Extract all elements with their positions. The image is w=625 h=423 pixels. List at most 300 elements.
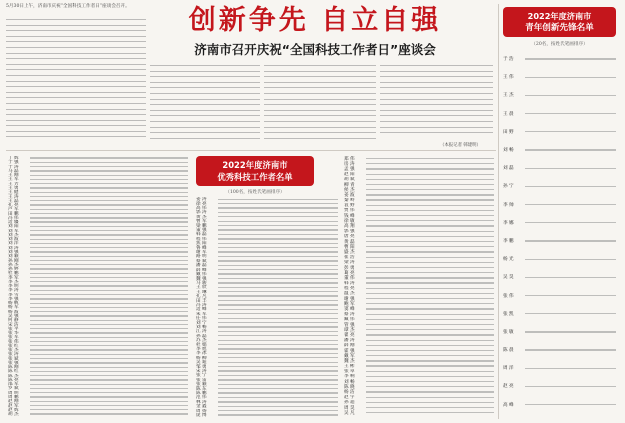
list-item-name: 赵 辉 <box>8 407 19 412</box>
list-item-name: 胡 杰 <box>8 412 19 417</box>
list-item-detail-line <box>218 247 338 248</box>
list-item-name: 姜 涛 <box>196 197 207 202</box>
list-item-name: 刘 宁 <box>196 320 207 325</box>
list-item-name: 薛 刚 <box>344 343 355 348</box>
list-item-name: 赵 亮 <box>503 384 514 390</box>
list-item-name: 姜 波 <box>344 192 355 198</box>
list-item-detail-line <box>218 221 338 222</box>
list-item-detail-line <box>30 217 188 218</box>
list-item-detail-line <box>30 162 188 163</box>
list-item-detail-line <box>525 77 616 78</box>
list-item-detail-line <box>30 307 188 308</box>
list-item-name: 秦 岭 <box>344 198 355 203</box>
list-item-name: 蔡 斌 <box>196 258 207 264</box>
list-item-name: 孙 磊 <box>196 333 207 338</box>
list-item-name: 于 涛 <box>8 164 19 169</box>
list-item-name: 刘 军 <box>8 228 19 233</box>
list-item-name: 鲍 军 <box>344 301 355 307</box>
list-item-name: 李 雪 <box>8 292 19 297</box>
list-item-name: 李 强 <box>8 296 19 302</box>
list-item-name: 曹 军 <box>196 219 207 224</box>
list-item-detail-line <box>218 295 338 296</box>
list-item-detail-line <box>218 414 338 415</box>
list-item-detail-line <box>30 230 188 231</box>
list-item-name: 彭 勇 <box>344 265 355 271</box>
list-item-detail-line <box>525 277 616 278</box>
list-item <box>503 214 616 232</box>
list-item-detail-line <box>30 379 188 380</box>
list-item-name: 谢 军 <box>196 250 207 255</box>
list-item-detail-line <box>366 168 494 169</box>
list-item-detail-line <box>30 200 188 201</box>
list-item-name: 李 帅 <box>503 202 514 208</box>
list-item-name: 张 宁 <box>196 373 207 378</box>
list-item-name: 吴 强 <box>8 313 19 319</box>
list-item-detail-line <box>30 281 188 282</box>
list-item-detail-line <box>30 251 188 252</box>
list-item-detail-line <box>218 309 338 310</box>
list-item-name: 杨 洁 <box>344 390 355 395</box>
list-item-detail-line <box>525 222 616 223</box>
list-item-detail-line <box>366 231 494 232</box>
list-item-name: 王 芳 <box>8 181 19 186</box>
list-item-name: 魏 杰 <box>344 358 355 364</box>
list-item-name: 刘 畅 <box>503 148 514 154</box>
list-item-detail-line <box>366 262 494 263</box>
list-item-detail-line <box>218 229 338 230</box>
list-item-name: 胡 斌 <box>344 177 355 182</box>
list-item-detail-line <box>30 358 188 359</box>
list-item-name: 庞 博 <box>196 413 207 418</box>
list-item-name: 张 雷 <box>196 377 207 383</box>
list-item-name: 张 颖 <box>196 382 207 387</box>
list-item-detail-line <box>30 192 188 193</box>
list-item-name: 张 卓 <box>344 369 355 374</box>
list-item <box>503 323 616 341</box>
list-item <box>503 159 616 177</box>
list-item-detail-line <box>30 371 188 372</box>
list-item-name: 徐 亮 <box>196 201 207 206</box>
list-item-detail-line <box>218 370 338 371</box>
list-item-detail-line <box>366 376 494 377</box>
list-item-name: 孙 超 <box>344 400 355 405</box>
list-item-name: 郑 伟 <box>344 156 355 162</box>
list-item-detail-line <box>218 269 338 270</box>
list-item-name: 杨 柳 <box>196 355 207 361</box>
list-item-detail-line <box>366 282 494 283</box>
list-item-detail-line <box>366 158 494 159</box>
list-item-name: 李 杰 <box>8 279 19 284</box>
list-item-name: 李 鹏 <box>503 238 514 244</box>
list-item-name: 周 洋 <box>503 366 514 372</box>
list-item-name: 于 浩 <box>503 57 514 63</box>
list-item-detail-line <box>30 243 188 244</box>
list-item-name: 刘 强 <box>8 249 19 255</box>
list-item-detail-line <box>218 397 338 398</box>
list-item-detail-line <box>366 340 494 341</box>
list-item-detail-line <box>366 215 494 216</box>
list-item-detail-line <box>218 225 338 226</box>
list-item-detail-line <box>366 277 494 278</box>
list-item-detail-line <box>366 236 494 237</box>
list-item-name: 程 亮 <box>344 286 355 291</box>
list-item-name: 崔 浩 <box>344 255 355 260</box>
list-item-detail-line <box>218 375 338 376</box>
list-item-name: 郭 强 <box>344 229 355 234</box>
list-item-name: 李 涛 <box>8 288 19 293</box>
list-item-detail-line <box>366 184 494 185</box>
list-item-name: 刘 阳 <box>8 224 19 229</box>
list-item-detail-line <box>218 326 338 327</box>
list-item-name: 王 磊 <box>8 198 19 203</box>
list-item-detail-line <box>30 166 188 167</box>
list-item-name: 高 翔 <box>344 224 355 229</box>
list-item-name: 王 刚 <box>8 173 19 178</box>
list-item-name: 马 磊 <box>8 168 19 174</box>
list-item-name: 王 晨 <box>503 111 514 117</box>
list-item-detail-line <box>30 213 188 214</box>
list-item-name: 任 伟 <box>196 316 207 321</box>
list-item-detail-line <box>30 324 188 325</box>
list-item-detail-line <box>218 410 338 411</box>
list-item-name: 蔡 涛 <box>344 312 355 317</box>
list-item-detail-line <box>525 295 616 296</box>
list-item-name: 田 丰 <box>196 298 207 303</box>
list-item-name: 陈 刚 <box>8 365 19 370</box>
list-item-name: 谢 强 <box>344 296 355 302</box>
list-item-detail-line <box>366 288 494 289</box>
youth-list <box>503 50 616 418</box>
list-item <box>503 105 616 123</box>
list-item-name: 吴 迪 <box>196 360 207 365</box>
list-item-name: 韩 磊 <box>196 232 207 237</box>
list-item-detail-line <box>218 335 338 336</box>
list-item-detail-line <box>366 267 494 268</box>
list-item-name: 杨 帆 <box>8 301 19 306</box>
list-item-name: 翟 亮 <box>344 332 355 338</box>
list-item-detail-line <box>218 216 338 217</box>
list-item-detail-line <box>366 329 494 330</box>
list-item-detail-line <box>30 392 188 393</box>
list-item-detail-line <box>30 157 188 158</box>
list-item-detail-line <box>30 260 188 261</box>
list-item-name: 魏 强 <box>196 276 207 281</box>
list-item-detail-line <box>218 199 338 200</box>
list-item-detail-line <box>218 265 338 266</box>
list-item-name: 刘 畅 <box>344 379 355 385</box>
list-item-detail-line <box>30 187 188 188</box>
excellent-list-note: （100名，按姓氏笔画排序） <box>225 190 285 195</box>
list-item-detail-line <box>30 298 188 299</box>
list-item-name: 于 强 <box>8 160 19 165</box>
list-item-detail-line <box>366 210 494 211</box>
list-item-detail-line <box>30 345 188 346</box>
list-item-detail-line <box>30 196 188 197</box>
list-item-detail-line <box>30 277 188 278</box>
list-item-name: 邵 军 <box>8 382 19 387</box>
list-item-detail-line <box>30 367 188 368</box>
list-item-name: 周 昊 <box>344 405 355 411</box>
list-item-name: 赵 阳 <box>344 172 355 177</box>
list-item-name: 苏 杰 <box>196 338 207 343</box>
list-item-detail-line <box>30 273 188 274</box>
list-item-name: 陈 东 <box>196 386 207 391</box>
list-item-detail-line <box>366 324 494 325</box>
list-item-detail-line <box>30 354 188 355</box>
list-item-detail-line <box>30 328 188 329</box>
body-column-1 <box>150 63 260 147</box>
article-dateline: 5月30日上午，济南市庆祝“全国科技工作者日”座谈会召开。 <box>6 4 130 9</box>
list-item-name: 程 伟 <box>196 236 207 242</box>
list-item <box>503 232 616 250</box>
list-item-name: 黄 磊 <box>344 239 355 245</box>
intro-column <box>6 17 146 145</box>
list-item-name: 郭 涛 <box>196 210 207 215</box>
list-item-name: 王 军 <box>8 177 19 182</box>
list-item-name: 杨 光 <box>503 257 514 263</box>
list-item-detail-line <box>30 264 188 265</box>
list-item-detail-line <box>30 332 188 333</box>
list-item-name: 吴 昊 <box>503 275 514 281</box>
list-item-detail-line <box>218 238 338 239</box>
list-item-detail-line <box>525 58 616 59</box>
youth-badge-line2: 青年创新先锋名单 <box>525 23 594 33</box>
list-item-name: 陈 亮 <box>8 377 19 383</box>
list-item-detail-line <box>218 287 338 288</box>
list-item <box>503 396 616 414</box>
list-item-name: 张 杰 <box>8 348 19 353</box>
list-item-detail-line <box>218 282 338 283</box>
list-item-name: 张 涛 <box>8 352 19 357</box>
body-column-3 <box>380 63 493 141</box>
list-item-name: 刘 洋 <box>8 241 19 246</box>
list-item-detail-line <box>525 259 616 260</box>
youth-list-note: （20名，按姓氏笔画排序） <box>531 42 588 47</box>
list-item-detail-line <box>30 341 188 342</box>
list-item-name: 高 伟 <box>196 206 207 211</box>
list-item-name: 张 强 <box>8 360 19 366</box>
list-item <box>503 86 616 104</box>
youth-badge-line1: 2022年度济南市 <box>527 11 592 21</box>
list-item-detail-line <box>366 360 494 361</box>
list-item-name: 李 军 <box>8 275 19 280</box>
list-item-name: 王 欣 <box>196 285 207 290</box>
list-item-detail-line <box>366 412 494 413</box>
list-item-name: 张 凯 <box>503 311 514 317</box>
list-item-name: 钱 峰 <box>344 213 355 219</box>
list-item-detail-line <box>218 256 338 257</box>
list-item-name: 卢 军 <box>8 207 19 212</box>
list-item-detail-line <box>218 357 338 358</box>
list-item-detail-line <box>525 404 616 405</box>
body-column-2 <box>264 63 376 147</box>
list-item-detail-line <box>30 349 188 350</box>
list-item-name: 罗 斌 <box>8 386 19 391</box>
list-item-name: 刘 磊 <box>503 166 514 172</box>
list-item-detail-line <box>30 337 188 338</box>
list-item-detail-line <box>218 348 338 349</box>
list-item-name: 何 静 <box>8 318 19 323</box>
list-item-name: 袁 野 <box>344 203 355 208</box>
list-item-detail-line <box>30 290 188 291</box>
list-item-detail-line <box>366 308 494 309</box>
list-item-name: 曹 阳 <box>344 244 355 250</box>
list-item-name: 王 伟 <box>503 75 514 81</box>
list-item-name: 杜 娟 <box>196 342 207 347</box>
list-item-name: 陈 鹏 <box>196 391 207 396</box>
list-item-name: 梁 涛 <box>344 260 355 265</box>
list-item-detail-line <box>218 207 338 208</box>
list-item-detail-line <box>525 186 616 187</box>
list-item-name: 王 勇 <box>8 186 19 191</box>
list-item-name: 邹 勇 <box>196 364 207 369</box>
list-item-detail-line <box>30 303 188 304</box>
list-item-detail-line <box>30 221 188 222</box>
list-item-name: 焦 阳 <box>196 241 207 246</box>
list-item-detail-line <box>30 320 188 321</box>
list-item-name: 杜 鹏 <box>8 271 19 276</box>
list-item-detail-line <box>218 340 338 341</box>
list-item-name: 韩 涛 <box>344 281 355 286</box>
list-item-detail-line <box>366 391 494 392</box>
excellent-list-column-b <box>196 197 338 418</box>
list-item-name: 孟 强 <box>344 166 355 172</box>
youth-list-badge <box>503 7 616 37</box>
list-item-detail-line <box>218 406 338 407</box>
list-item <box>196 413 338 417</box>
list-item-name: 徐 敏 <box>344 218 355 224</box>
list-item-name: 李 旭 <box>196 347 207 352</box>
list-item-detail-line <box>366 220 494 221</box>
list-item-detail-line <box>218 300 338 301</box>
list-item-detail-line <box>366 319 494 320</box>
excellent-badge-line1: 2022年度济南市 <box>222 160 288 170</box>
list-item-name: 孙 杰 <box>8 262 19 267</box>
list-item-detail-line <box>366 293 494 294</box>
list-item-name: 王 杰 <box>503 93 514 99</box>
list-item-detail-line <box>30 170 188 171</box>
list-item-detail-line <box>218 344 338 345</box>
list-item-name: 杨 波 <box>8 309 19 314</box>
list-item-detail-line <box>30 384 188 385</box>
list-item <box>503 359 616 377</box>
intro-text-lines <box>6 17 146 140</box>
list-item-detail-line <box>218 384 338 385</box>
list-item-detail-line <box>30 405 188 406</box>
list-item-detail-line <box>366 199 494 200</box>
list-item-name: 高 峰 <box>503 402 514 408</box>
list-item-name: 金 鑫 <box>196 404 207 409</box>
list-item-detail-line <box>525 95 616 96</box>
list-item <box>503 305 616 323</box>
list-item-name: 宋 涛 <box>196 369 207 374</box>
list-item-name: 戴 军 <box>344 353 355 359</box>
list-item-name: 张 平 <box>8 326 19 331</box>
list-item-name: 李 冰 <box>196 351 207 356</box>
list-item-name: 刘 涛 <box>8 245 19 250</box>
list-item-name: 盛 杰 <box>344 249 355 255</box>
list-item-detail-line <box>218 313 338 314</box>
list-item-name: 柳 青 <box>344 182 355 188</box>
list-item-name: 陈 红 <box>8 369 19 374</box>
list-item-detail-line <box>366 189 494 190</box>
list-item-detail-line <box>30 294 188 295</box>
list-item-name: 赵 宇 <box>344 395 355 400</box>
list-item-name: 冯 伟 <box>8 215 19 220</box>
list-item-detail-line <box>30 239 188 240</box>
list-item-detail-line <box>30 256 188 257</box>
list-item-name: 潘 磊 <box>196 263 207 268</box>
list-item-name: 王 彬 <box>344 364 355 369</box>
list-item-detail-line <box>366 194 494 195</box>
list-item-detail-line <box>218 251 338 252</box>
list-item-detail-line <box>30 375 188 376</box>
list-item-detail-line <box>525 386 616 387</box>
list-item-detail-line <box>366 179 494 180</box>
list-item-name: 边 疆 <box>8 220 19 225</box>
list-item-detail-line <box>30 179 188 180</box>
list-item-detail-line <box>366 365 494 366</box>
list-item-detail-line <box>30 175 188 176</box>
list-item-detail-line <box>30 388 188 389</box>
list-item <box>8 412 188 416</box>
list-item-name: 王 琳 <box>196 289 207 294</box>
list-item-name: 刘 杰 <box>8 232 19 238</box>
list-item-detail-line <box>218 392 338 393</box>
list-item-name: 黄 杰 <box>196 214 207 220</box>
list-item-detail-line <box>218 353 338 354</box>
list-item-detail-line <box>30 209 188 210</box>
list-item-detail-line <box>366 386 494 387</box>
list-item-detail-line <box>525 331 616 332</box>
list-item-name: 李 明 <box>8 284 19 289</box>
list-item-name: 张 伟 <box>8 339 19 344</box>
list-item <box>503 250 616 268</box>
list-item-name: 边 峰 <box>196 307 207 312</box>
list-item-name: 臧 伟 <box>344 317 355 322</box>
list-item-name: 戴 伟 <box>196 272 207 277</box>
list-item-detail-line <box>30 204 188 205</box>
list-item-detail-line <box>366 314 494 315</box>
list-item-name: 田 野 <box>503 129 514 135</box>
list-item-name: 葛 亮 <box>344 270 355 276</box>
excellent-list-column-c <box>344 156 494 418</box>
subhead: 济南市召开庆祝“全国科技工作者日”座谈会 <box>194 42 436 57</box>
excellent-badge-line2: 优秀科技工作者名单 <box>217 172 293 182</box>
list-item-name: 贾 伟 <box>344 208 355 214</box>
list-item-name: 唐 亮 <box>344 234 355 239</box>
list-item <box>503 286 616 304</box>
list-item-detail-line <box>366 355 494 356</box>
list-item-name: 孙 刚 <box>8 258 19 263</box>
list-item-detail-line <box>218 212 338 213</box>
list-item-name: 谭 杰 <box>344 327 355 333</box>
list-item-detail-line <box>366 298 494 299</box>
list-item <box>503 196 616 214</box>
list-item-name: 周 明 <box>8 390 19 395</box>
list-item <box>503 341 616 359</box>
list-item-name: 温 杰 <box>344 291 355 297</box>
list-item <box>503 141 616 159</box>
list-item-name: 孔 亮 <box>8 203 19 208</box>
list-item-detail-line <box>366 350 494 351</box>
list-item-name: 周 扬 <box>196 408 207 413</box>
list-item-name: 江 涛 <box>196 329 207 334</box>
list-item <box>503 177 616 195</box>
list-item <box>503 68 616 86</box>
list-item-name: 冯 涛 <box>196 302 207 308</box>
list-item-detail-line <box>366 174 494 175</box>
